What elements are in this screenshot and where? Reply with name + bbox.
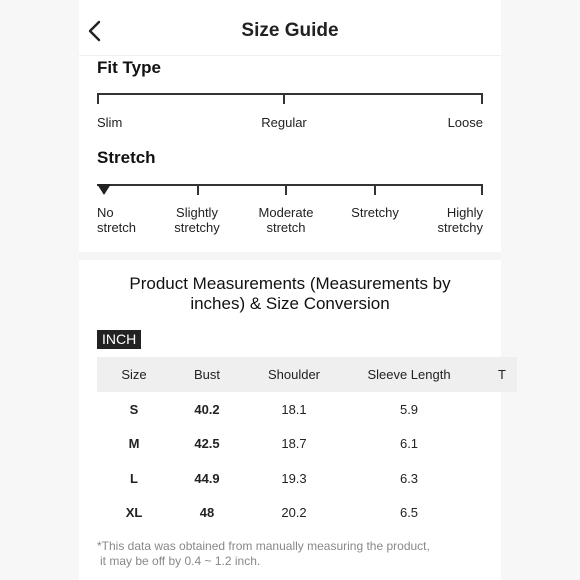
sleeve-length-cell: 6.1 [399, 436, 419, 451]
shoulder-cell: 19.3 [281, 471, 307, 486]
stretch-label-moderate [259, 205, 314, 235]
stretch-tick [481, 184, 483, 195]
bust-cell: 40.2 [194, 402, 220, 417]
fit-type-tick [97, 93, 99, 104]
label-line: stretchy [437, 220, 483, 235]
label-line: No [97, 205, 114, 220]
column-header-sleeve-length: Sleeve Length [367, 367, 451, 382]
bust-cell: 44.9 [194, 471, 220, 486]
unit-badge[interactable]: INCH [97, 330, 141, 349]
label-line: Stretchy [351, 205, 399, 220]
stretch-label-highly [437, 205, 483, 235]
fit-type-scale-line [97, 93, 483, 95]
size-cell: M [128, 436, 140, 451]
stretch-selected-marker [97, 184, 111, 195]
label-line: Slightly [176, 205, 218, 220]
shoulder-cell: 20.2 [281, 505, 307, 520]
table-header-row [97, 357, 517, 392]
fit-type-label-slim: Slim [97, 115, 123, 130]
label-line: stretch [97, 220, 137, 235]
size-guide-sheet [79, 0, 506, 580]
measurements-title-line: Product Measurements (Measurements by [129, 274, 451, 293]
section-divider [79, 252, 501, 260]
column-header-truncated: T [498, 367, 506, 382]
stretch-label-slightly [174, 205, 220, 235]
label-line: stretchy [174, 220, 220, 235]
stretch-scale-line [97, 184, 483, 186]
disclaimer-line: *This data was obtained from manually measuring the product, [97, 539, 430, 553]
sleeve-length-cell: 5.9 [399, 402, 419, 417]
column-header-shoulder: Shoulder [267, 367, 321, 382]
label-line: stretch [266, 220, 306, 235]
shoulder-cell: 18.7 [281, 436, 307, 451]
fit-type-label-loose: Loose [447, 115, 483, 130]
stretch-tick [285, 184, 287, 195]
fit-type-heading: Fit Type [97, 58, 161, 77]
label-line: Moderate [258, 205, 314, 220]
sleeve-length-cell: 6.5 [399, 505, 419, 520]
size-cell: XL [125, 505, 143, 520]
stretch-tick [197, 184, 199, 195]
stretch-tick [374, 184, 376, 195]
stretch-label-stretchy [351, 205, 399, 220]
stretch-heading: Stretch [97, 148, 156, 167]
fit-type-tick [481, 93, 483, 104]
measurements-title-line: inches) & Size Conversion [190, 294, 390, 313]
fit-type-label-regular: Regular [261, 115, 307, 130]
page-title: Size Guide [241, 20, 339, 41]
size-cell: S [129, 402, 139, 417]
size-cell: L [130, 471, 138, 486]
fit-type-tick [283, 93, 285, 104]
disclaimer-line: it may be off by 0.4 ~ 1.2 inch. [100, 554, 261, 568]
column-header-size: Size [121, 367, 147, 382]
bust-cell: 42.5 [194, 436, 220, 451]
stretch-label-none [97, 205, 136, 235]
measurement-disclaimer [97, 539, 497, 569]
column-header-bust: Bust [193, 367, 221, 382]
header-bar [79, 0, 501, 56]
shoulder-cell: 18.1 [281, 402, 307, 417]
bust-cell: 48 [199, 505, 215, 520]
measurements-title [109, 274, 471, 314]
label-line: Highly [446, 205, 483, 220]
sleeve-length-cell: 6.3 [399, 471, 419, 486]
